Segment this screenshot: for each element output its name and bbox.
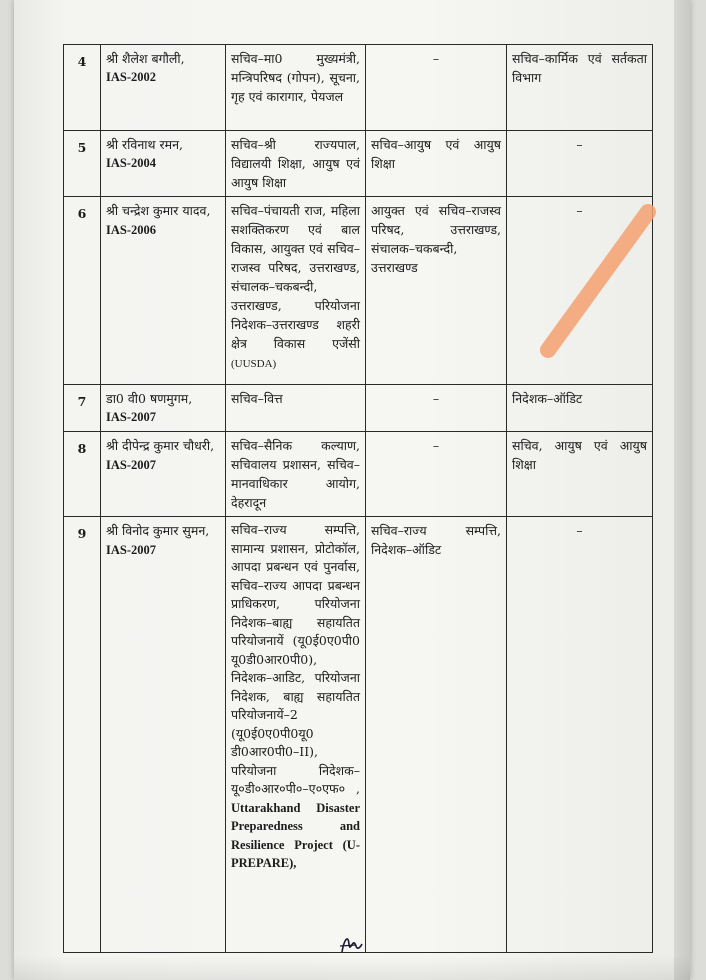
relieved-from: – <box>366 45 507 131</box>
current-posting: सचिव–श्री राज्यपाल, विद्यालयी शिक्षा, आयुष एवं आयुष शिक्षा <box>226 131 366 197</box>
current-posting: सचिव–वित्त <box>226 385 366 432</box>
officer-batch: IAS-2007 <box>106 458 157 472</box>
table-row <box>64 385 653 432</box>
new-posting: सचिव–कार्मिक एवं सर्तकता विभाग <box>507 45 653 131</box>
new-posting: सचिव, आयुष एवं आयुष शिक्षा <box>507 432 653 517</box>
current-posting-abbr: (UUSDA) <box>231 358 277 370</box>
officer-batch: IAS-2006 <box>106 223 157 237</box>
serial-number: 7 <box>64 385 101 432</box>
officer-cell <box>101 131 226 197</box>
current-posting: सचिव–सैनिक कल्याण, सचिवालय प्रशासन, सचिव–मानवाधिकार आयोग, देहरादून <box>226 432 366 517</box>
officer-batch: IAS-2007 <box>106 543 157 557</box>
officer-name: श्री शैलेश बगौली, <box>106 51 185 66</box>
relieved-from: आयुक्त एवं सचिव–राजस्व परिषद, उत्तराखण्ड, संचालक–चकबन्दी, उत्तराखण्ड <box>366 197 507 385</box>
officer-batch: IAS-2007 <box>106 410 157 424</box>
current-posting-text: सचिव–राज्य सम्पत्ति, सामान्य प्रशासन, प्रोटोकॉल, आपदा प्रबन्धन एवं पुनर्वास, सचिव–राज्य आपदा प्रबन्धन प्राधिकरण, परियोजना निदेशक–बाह्य सहायतित परियोजनायें (यू0ई0ए0पी0 यू0डी0आर0पी0), निदेशक–आडिट, परियोजना निदेशक, बाह्य सहायतित परियोजनायें–2 (यू0ई0ए0पी0यू0 डी0आर0पी0–II), परियोजना निदेशक–यू०डी०आर०पी०–ए०एफ० , <box>231 522 360 796</box>
serial-number: 8 <box>64 432 101 517</box>
table-row <box>64 131 653 197</box>
officer-batch: IAS-2004 <box>106 156 157 170</box>
officer-name: श्री दीपेन्द्र कुमार चौधरी, <box>106 438 215 453</box>
serial-number: 9 <box>64 517 101 953</box>
table-row <box>64 45 653 131</box>
officer-name: श्री रविनाथ रमन, <box>106 137 183 152</box>
new-posting: निदेशक–ऑडिट <box>507 385 653 432</box>
serial-number: 5 <box>64 131 101 197</box>
current-posting <box>226 517 366 953</box>
new-posting: – <box>507 197 653 385</box>
new-posting: – <box>507 131 653 197</box>
officer-name: श्री विनोद कुमार सुमन, <box>106 523 210 538</box>
officer-cell <box>101 45 226 131</box>
page-shadow <box>14 955 690 980</box>
serial-number: 6 <box>64 197 101 385</box>
transfer-table <box>63 44 653 953</box>
officer-batch: IAS-2002 <box>106 70 157 84</box>
current-posting: सचिव–मा0 मुख्यमंत्री, मन्त्रिपरिषद (गोपन), सूचना, गृह एवं कारागार, पेयजल <box>226 45 366 131</box>
officer-name: श्री चन्द्रेश कुमार यादव, <box>106 203 211 218</box>
officer-cell <box>101 517 226 953</box>
table-row <box>64 517 653 953</box>
table-row <box>64 432 653 517</box>
current-posting <box>226 197 366 385</box>
highlighter-mark <box>538 200 668 360</box>
relieved-from: सचिव–राज्य सम्पत्ति, निदेशक–ऑडिट <box>366 517 507 953</box>
relieved-from: – <box>366 385 507 432</box>
officer-name: डा0 वी0 षणमुगम, <box>106 391 193 406</box>
signature-scribble <box>336 930 366 958</box>
current-posting-english: Uttarakhand Disaster Preparedness and Resilience Project (U-PREPARE), <box>231 800 360 870</box>
serial-number: 4 <box>64 45 101 131</box>
page-edge <box>674 0 690 980</box>
new-posting: – <box>507 517 653 953</box>
officer-cell <box>101 385 226 432</box>
officer-cell <box>101 197 226 385</box>
relieved-from: – <box>366 432 507 517</box>
officer-cell <box>101 432 226 517</box>
relieved-from: सचिव–आयुष एवं आयुष शिक्षा <box>366 131 507 197</box>
current-posting-text: सचिव–पंचायती राज, महिला सशक्तिकरण एवं बाल विकास, आयुक्त एवं सचिव–राजस्व परिषद, उत्तराखण्ड, संचालक–चकबन्दी, उत्तराखण्ड, परियोजना निदेशक–उत्तराखण्ड शहरी क्षेत्र विकास एजेंसी <box>231 203 360 351</box>
